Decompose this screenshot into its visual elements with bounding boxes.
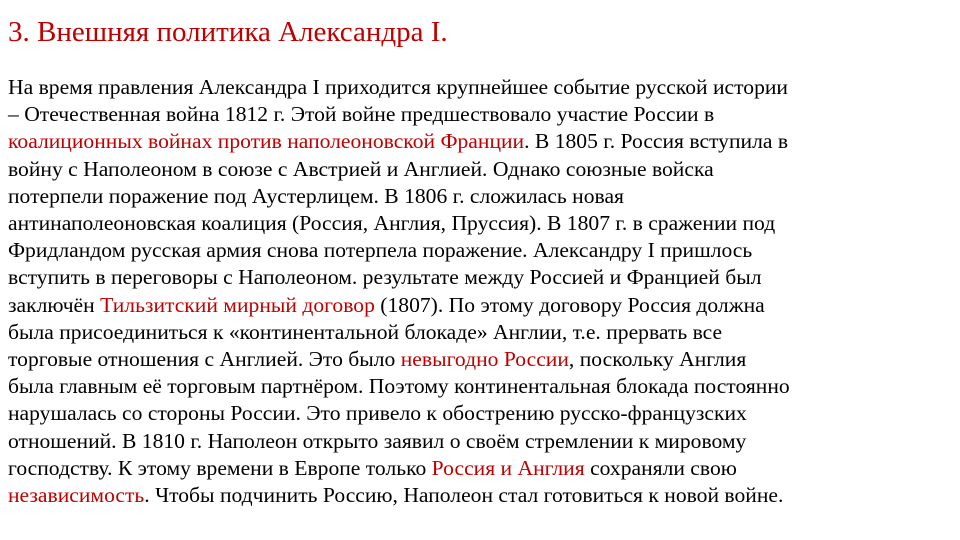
text-line xyxy=(8,101,958,128)
text-line xyxy=(8,400,958,427)
text-segment: заключён xyxy=(8,292,101,317)
text-line xyxy=(8,346,958,373)
text-segment: . Чтобы подчинить Россию, Наполеон стал готовиться к новой войне. xyxy=(144,483,784,508)
slide-body-text xyxy=(8,74,958,509)
text-segment: антинаполеоновская коалиция (Россия, Англия, Пруссия). В 1807 г. в сражении под xyxy=(8,211,776,236)
text-line xyxy=(8,428,958,455)
text-segment: войну с Наполеоном в союзе с Австрией и Англией. Однако союзные войска xyxy=(8,156,714,181)
highlighted-phrase: невыгодно России xyxy=(400,347,569,372)
text-line xyxy=(8,292,958,319)
text-segment: сохраняли свою xyxy=(584,455,737,480)
text-segment: нарушалась со стороны России. Это привело к обострению русско-французских xyxy=(8,401,747,426)
text-segment: господству. К этому времени в Европе только xyxy=(8,455,432,480)
text-segment: была присоединиться к «континентальной блокаде» Англии, т.е. прервать все xyxy=(8,319,723,344)
text-segment: – Отечественная война 1812 г. Этой войне предшествовало участие России в xyxy=(8,102,715,127)
text-segment: (1807). По этому договору Россия должна xyxy=(374,292,765,317)
highlighted-phrase: Россия и Англия xyxy=(431,455,585,480)
text-line xyxy=(8,264,958,291)
text-segment: На время правления Александра I приходится крупнейшее событие русской истории xyxy=(8,75,788,99)
text-line xyxy=(8,210,958,237)
text-line xyxy=(8,373,958,400)
text-line xyxy=(8,237,958,264)
text-segment: . В 1805 г. Россия вступила в xyxy=(524,129,789,154)
text-segment: , поскольку Англия xyxy=(568,347,747,372)
highlighted-phrase: коалиционных войнах против наполеоновской Франции xyxy=(8,129,525,154)
text-segment: вступить в переговоры с Наполеоном. результате между Россией и Францией был xyxy=(8,265,762,290)
text-line xyxy=(8,128,958,155)
text-segment: потерпели поражение под Аустерлицем. В 1806 г. сложилась новая xyxy=(8,183,624,208)
text-line xyxy=(8,183,958,210)
slide-title: 3. Внешняя политика Александра I. xyxy=(8,16,448,48)
text-segment: Фридландом русская армия снова потерпела поражение. Александру I пришлось xyxy=(8,238,753,263)
text-line xyxy=(8,319,958,346)
text-segment: торговые отношения с Англией. Это было xyxy=(8,347,401,372)
text-line xyxy=(8,455,958,482)
highlighted-phrase: независимость xyxy=(8,483,145,508)
highlighted-phrase: Тильзитский мирный договор xyxy=(100,292,375,317)
text-line xyxy=(8,74,958,101)
text-line xyxy=(8,482,958,509)
text-line xyxy=(8,156,958,183)
text-segment: отношений. В 1810 г. Наполеон открыто заявил о своём стремлении к мировому xyxy=(8,428,747,453)
text-segment: была главным её торговым партнёром. Поэтому континентальная блокада постоянно xyxy=(8,374,790,399)
